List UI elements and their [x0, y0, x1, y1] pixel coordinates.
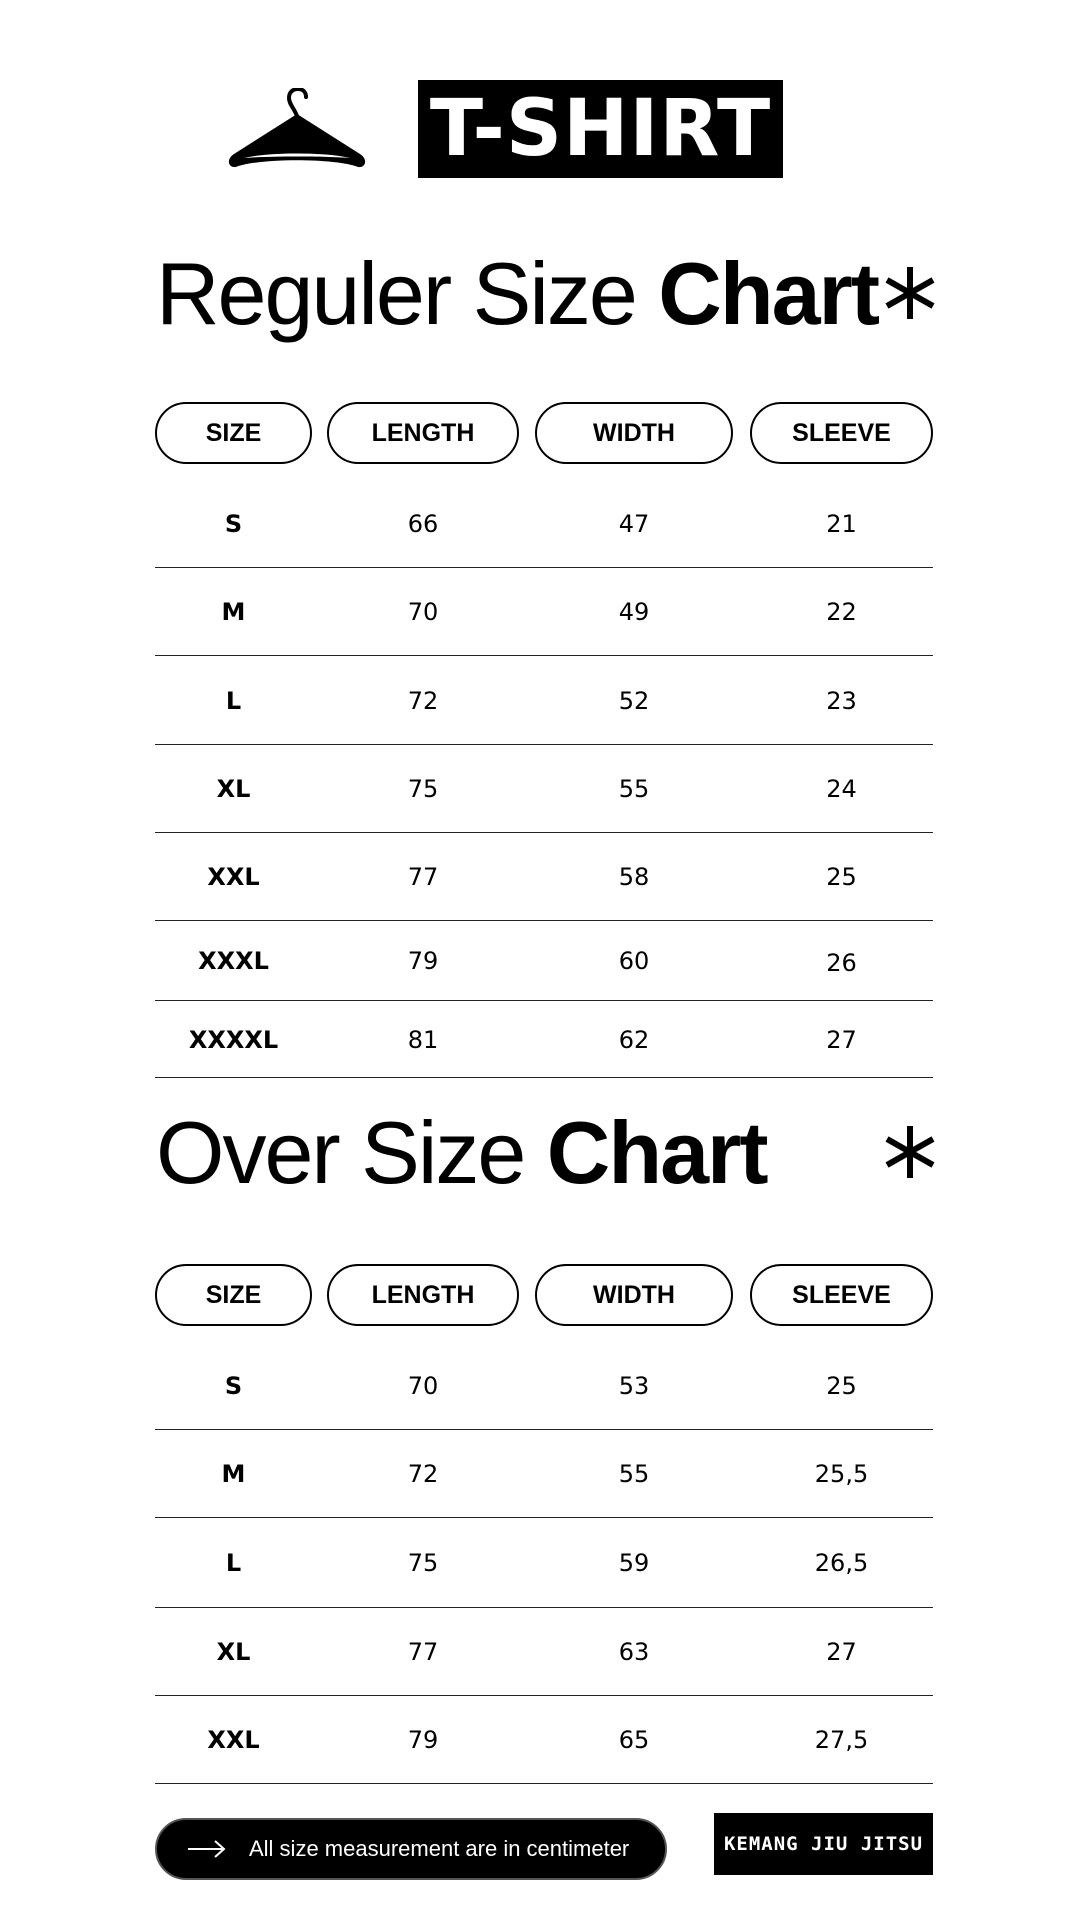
sleeve-cell: 26,5 — [814, 1549, 869, 1577]
table-row — [155, 480, 933, 568]
asterisk-icon — [880, 1122, 940, 1182]
width-cell: 65 — [618, 1726, 650, 1754]
table-row — [155, 745, 933, 833]
width-cell: 53 — [618, 1372, 650, 1400]
sleeve-cell: 25 — [826, 1372, 857, 1400]
brand-logo: KEMANG JIU JITSU — [714, 1813, 933, 1875]
size-cell: XL — [216, 775, 251, 803]
length-cell: 77 — [407, 1638, 439, 1666]
oversize-title-bold: Chart — [546, 1103, 767, 1202]
size-cell: S — [224, 510, 243, 538]
measurement-note-text: All size measurement are in centimeter — [249, 1836, 630, 1861]
oversize-header-sleeve: SLEEVE — [750, 1264, 933, 1326]
width-cell: 62 — [618, 1025, 650, 1054]
length-cell: 70 — [407, 598, 439, 626]
regular-header-sleeve: SLEEVE — [750, 402, 933, 464]
table-row — [155, 1608, 933, 1696]
measurement-note — [155, 1818, 667, 1880]
width-cell: 58 — [618, 863, 650, 891]
table-row — [155, 656, 933, 745]
size-cell: XXL — [207, 863, 260, 891]
width-cell: 59 — [618, 1549, 650, 1577]
size-cell: S — [224, 1372, 243, 1400]
width-cell: 60 — [618, 947, 650, 975]
table-row — [155, 921, 933, 1001]
sleeve-cell: 21 — [826, 510, 857, 538]
sleeve-cell: 23 — [826, 686, 857, 715]
length-cell: 72 — [407, 1460, 439, 1488]
sleeve-cell: 26 — [826, 949, 857, 977]
table-row — [155, 833, 933, 921]
regular-header-width: WIDTH — [535, 402, 733, 464]
size-cell: L — [225, 686, 242, 715]
sleeve-cell: 25 — [826, 863, 857, 891]
row-divider — [155, 1077, 933, 1078]
oversize-header-length: LENGTH — [327, 1264, 519, 1326]
size-cell: L — [225, 1549, 242, 1577]
table-row — [155, 1342, 933, 1430]
size-cell: XXXL — [198, 947, 269, 975]
sleeve-cell: 27 — [826, 1638, 857, 1666]
oversize-chart-title — [156, 1102, 767, 1204]
sleeve-cell: 27 — [826, 1025, 857, 1054]
size-cell: M — [221, 1460, 246, 1488]
regular-size-table — [155, 402, 933, 1079]
table-row — [155, 1001, 933, 1078]
width-cell: 49 — [618, 598, 650, 626]
regular-title-light: Reguler Size — [156, 244, 659, 343]
row-divider — [155, 1783, 933, 1784]
regular-chart-title — [156, 243, 878, 345]
sleeve-cell: 22 — [826, 598, 857, 626]
length-cell: 70 — [407, 1372, 439, 1400]
width-cell: 63 — [618, 1638, 650, 1666]
asterisk-icon — [880, 263, 940, 323]
length-cell: 79 — [407, 947, 439, 975]
oversize-title-light: Over Size — [156, 1103, 547, 1202]
length-cell: 75 — [407, 775, 439, 803]
width-cell: 52 — [618, 686, 650, 715]
length-cell: 66 — [407, 510, 439, 538]
length-cell: 79 — [407, 1726, 439, 1754]
oversize-header-width: WIDTH — [535, 1264, 733, 1326]
header — [0, 0, 1080, 210]
arrow-right-icon — [187, 1839, 227, 1859]
oversize-size-table — [155, 1264, 933, 1784]
width-cell: 55 — [618, 775, 650, 803]
table-row — [155, 568, 933, 656]
length-cell: 72 — [407, 686, 439, 715]
sleeve-cell: 24 — [826, 775, 857, 803]
header-title: T-SHIRT — [418, 80, 783, 178]
size-cell: M — [221, 598, 246, 626]
table-row — [155, 1518, 933, 1608]
size-cell: XXXXL — [188, 1025, 279, 1054]
sleeve-cell: 27,5 — [814, 1726, 869, 1754]
regular-header-length: LENGTH — [327, 402, 519, 464]
length-cell: 75 — [407, 1549, 439, 1577]
table-row — [155, 1430, 933, 1518]
size-cell: XXL — [207, 1726, 260, 1754]
regular-title-bold: Chart — [658, 244, 879, 343]
regular-header-size: SIZE — [155, 402, 312, 464]
table-row — [155, 1696, 933, 1784]
hanger-icon — [228, 88, 366, 170]
length-cell: 77 — [407, 863, 439, 891]
size-cell: XL — [216, 1638, 251, 1666]
length-cell: 81 — [407, 1025, 439, 1054]
oversize-header-size: SIZE — [155, 1264, 312, 1326]
width-cell: 47 — [618, 510, 650, 538]
width-cell: 55 — [618, 1460, 650, 1488]
sleeve-cell: 25,5 — [814, 1460, 869, 1488]
